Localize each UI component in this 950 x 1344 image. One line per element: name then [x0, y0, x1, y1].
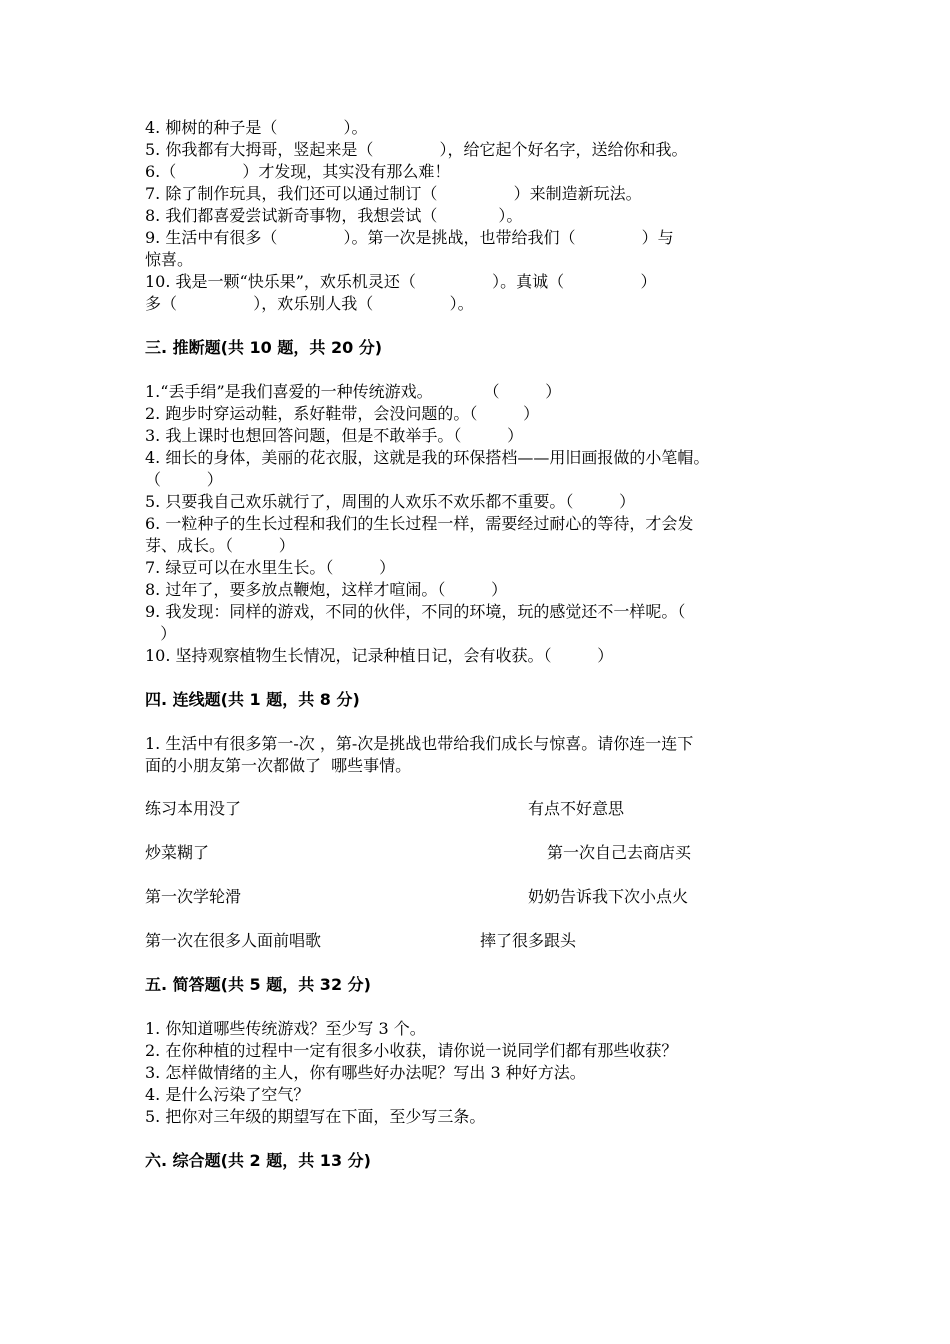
question-line: 4. 是什么污染了空气？ [145, 1085, 310, 1104]
question-line: 芽、成长。（ ） [145, 536, 295, 555]
fill-in-line: 8. 我们都喜爱尝试新奇事物，我想尝试（ ）。 [145, 206, 523, 225]
fill-in-line: 4. 柳树的种子是（ ）。 [145, 118, 368, 137]
fill-in-line: 10. 我是一颗“快乐果”，欢乐机灵还（ ）。真诚（ ） [145, 272, 657, 291]
question-line: 5. 只要我自己欢乐就行了，周围的人欢乐不欢乐都不重要。（ ） [145, 492, 636, 511]
match-right-item: 奶奶告诉我下次小点火 [528, 887, 689, 906]
question-line: 5. 把你对三年级的期望写在下面，至少写三条。 [145, 1107, 486, 1126]
fill-in-line: 6.（ ）才发现，其实没有那么难！ [145, 162, 451, 181]
question-line: 9. 我发现：同样的游戏，不同的伙伴，不同的环境，玩的感觉还不一样呢。（ [145, 602, 686, 621]
question-line: 6. 一粒种子的生长过程和我们的生长过程一样，需要经过耐心的等待，才会发 [145, 514, 694, 533]
question-line: 7. 绿豆可以在水里生长。（ ） [145, 558, 396, 577]
question-line: 1. 生活中有很多第一-次 ，第-次是挑战也带给我们成长与惊喜。请你连一连下 [145, 734, 694, 753]
question-line: 3. 我上课时也想回答问题，但是不敢举手。（ ） [145, 426, 524, 445]
section-heading: 三. 推断题(共 10 题，共 20 分) [145, 338, 383, 357]
match-left-item: 第一次学轮滑 [145, 887, 242, 906]
question-line: 3. 怎样做情绪的主人，你有哪些好办法呢？写出 3 种好方法。 [145, 1063, 586, 1082]
question-line: 8. 过年了，要多放点鞭炮，这样才喧闹。（ ） [145, 580, 508, 599]
question-line: 4. 细长的身体，美丽的花衣服，这就是我的环保搭档——用旧画报做的小笔帽。 [145, 448, 710, 467]
question-line: 2. 在你种植的过程中一定有很多小收获，请你说一说同学们都有那些收获？ [145, 1041, 678, 1060]
question-line: 2. 跑步时穿运动鞋，系好鞋带，会没问题的。（ ） [145, 404, 540, 423]
question-line: （ ） [145, 470, 223, 489]
match-left-item: 第一次在很多人面前唱歌 [145, 931, 322, 950]
match-left-item: 炒菜糊了 [145, 843, 210, 862]
fill-in-line: 5. 你我都有大拇哥，竖起来是（ ），给它起个好名字，送给你和我。 [145, 140, 688, 159]
fill-in-line: 多（ ），欢乐别人我（ ）。 [145, 294, 474, 313]
question-line: 1. 你知道哪些传统游戏？至少写 3 个。 [145, 1019, 426, 1038]
question-line: 10. 坚持观察植物生长情况，记录种植日记，会有收获。（ ） [145, 646, 614, 665]
question-line: ） [145, 624, 177, 643]
match-left-item: 练习本用没了 [145, 799, 242, 818]
match-right-item: 摔了很多跟头 [480, 931, 577, 950]
section-heading: 六. 综合题(共 2 题，共 13 分) [145, 1151, 371, 1170]
question-line: 面的小朋友第一次都做了 哪些事情。 [145, 756, 412, 775]
question-line: 1.“丢手绢”是我们喜爱的一种传统游戏。 （ ） [145, 382, 562, 401]
match-right-item: 有点不好意思 [528, 799, 625, 818]
section-heading: 四. 连线题(共 1 题，共 8 分) [145, 690, 360, 709]
match-right-item: 第一次自己去商店买 [547, 843, 692, 862]
fill-in-line: 惊喜。 [145, 250, 194, 269]
fill-in-line: 9. 生活中有很多（ ）。第一次是挑战，也带给我们（ ）与 [145, 228, 674, 247]
fill-in-line: 7. 除了制作玩具，我们还可以通过制订（ ）来制造新玩法。 [145, 184, 642, 203]
section-heading: 五. 简答题(共 5 题，共 32 分) [145, 975, 371, 994]
